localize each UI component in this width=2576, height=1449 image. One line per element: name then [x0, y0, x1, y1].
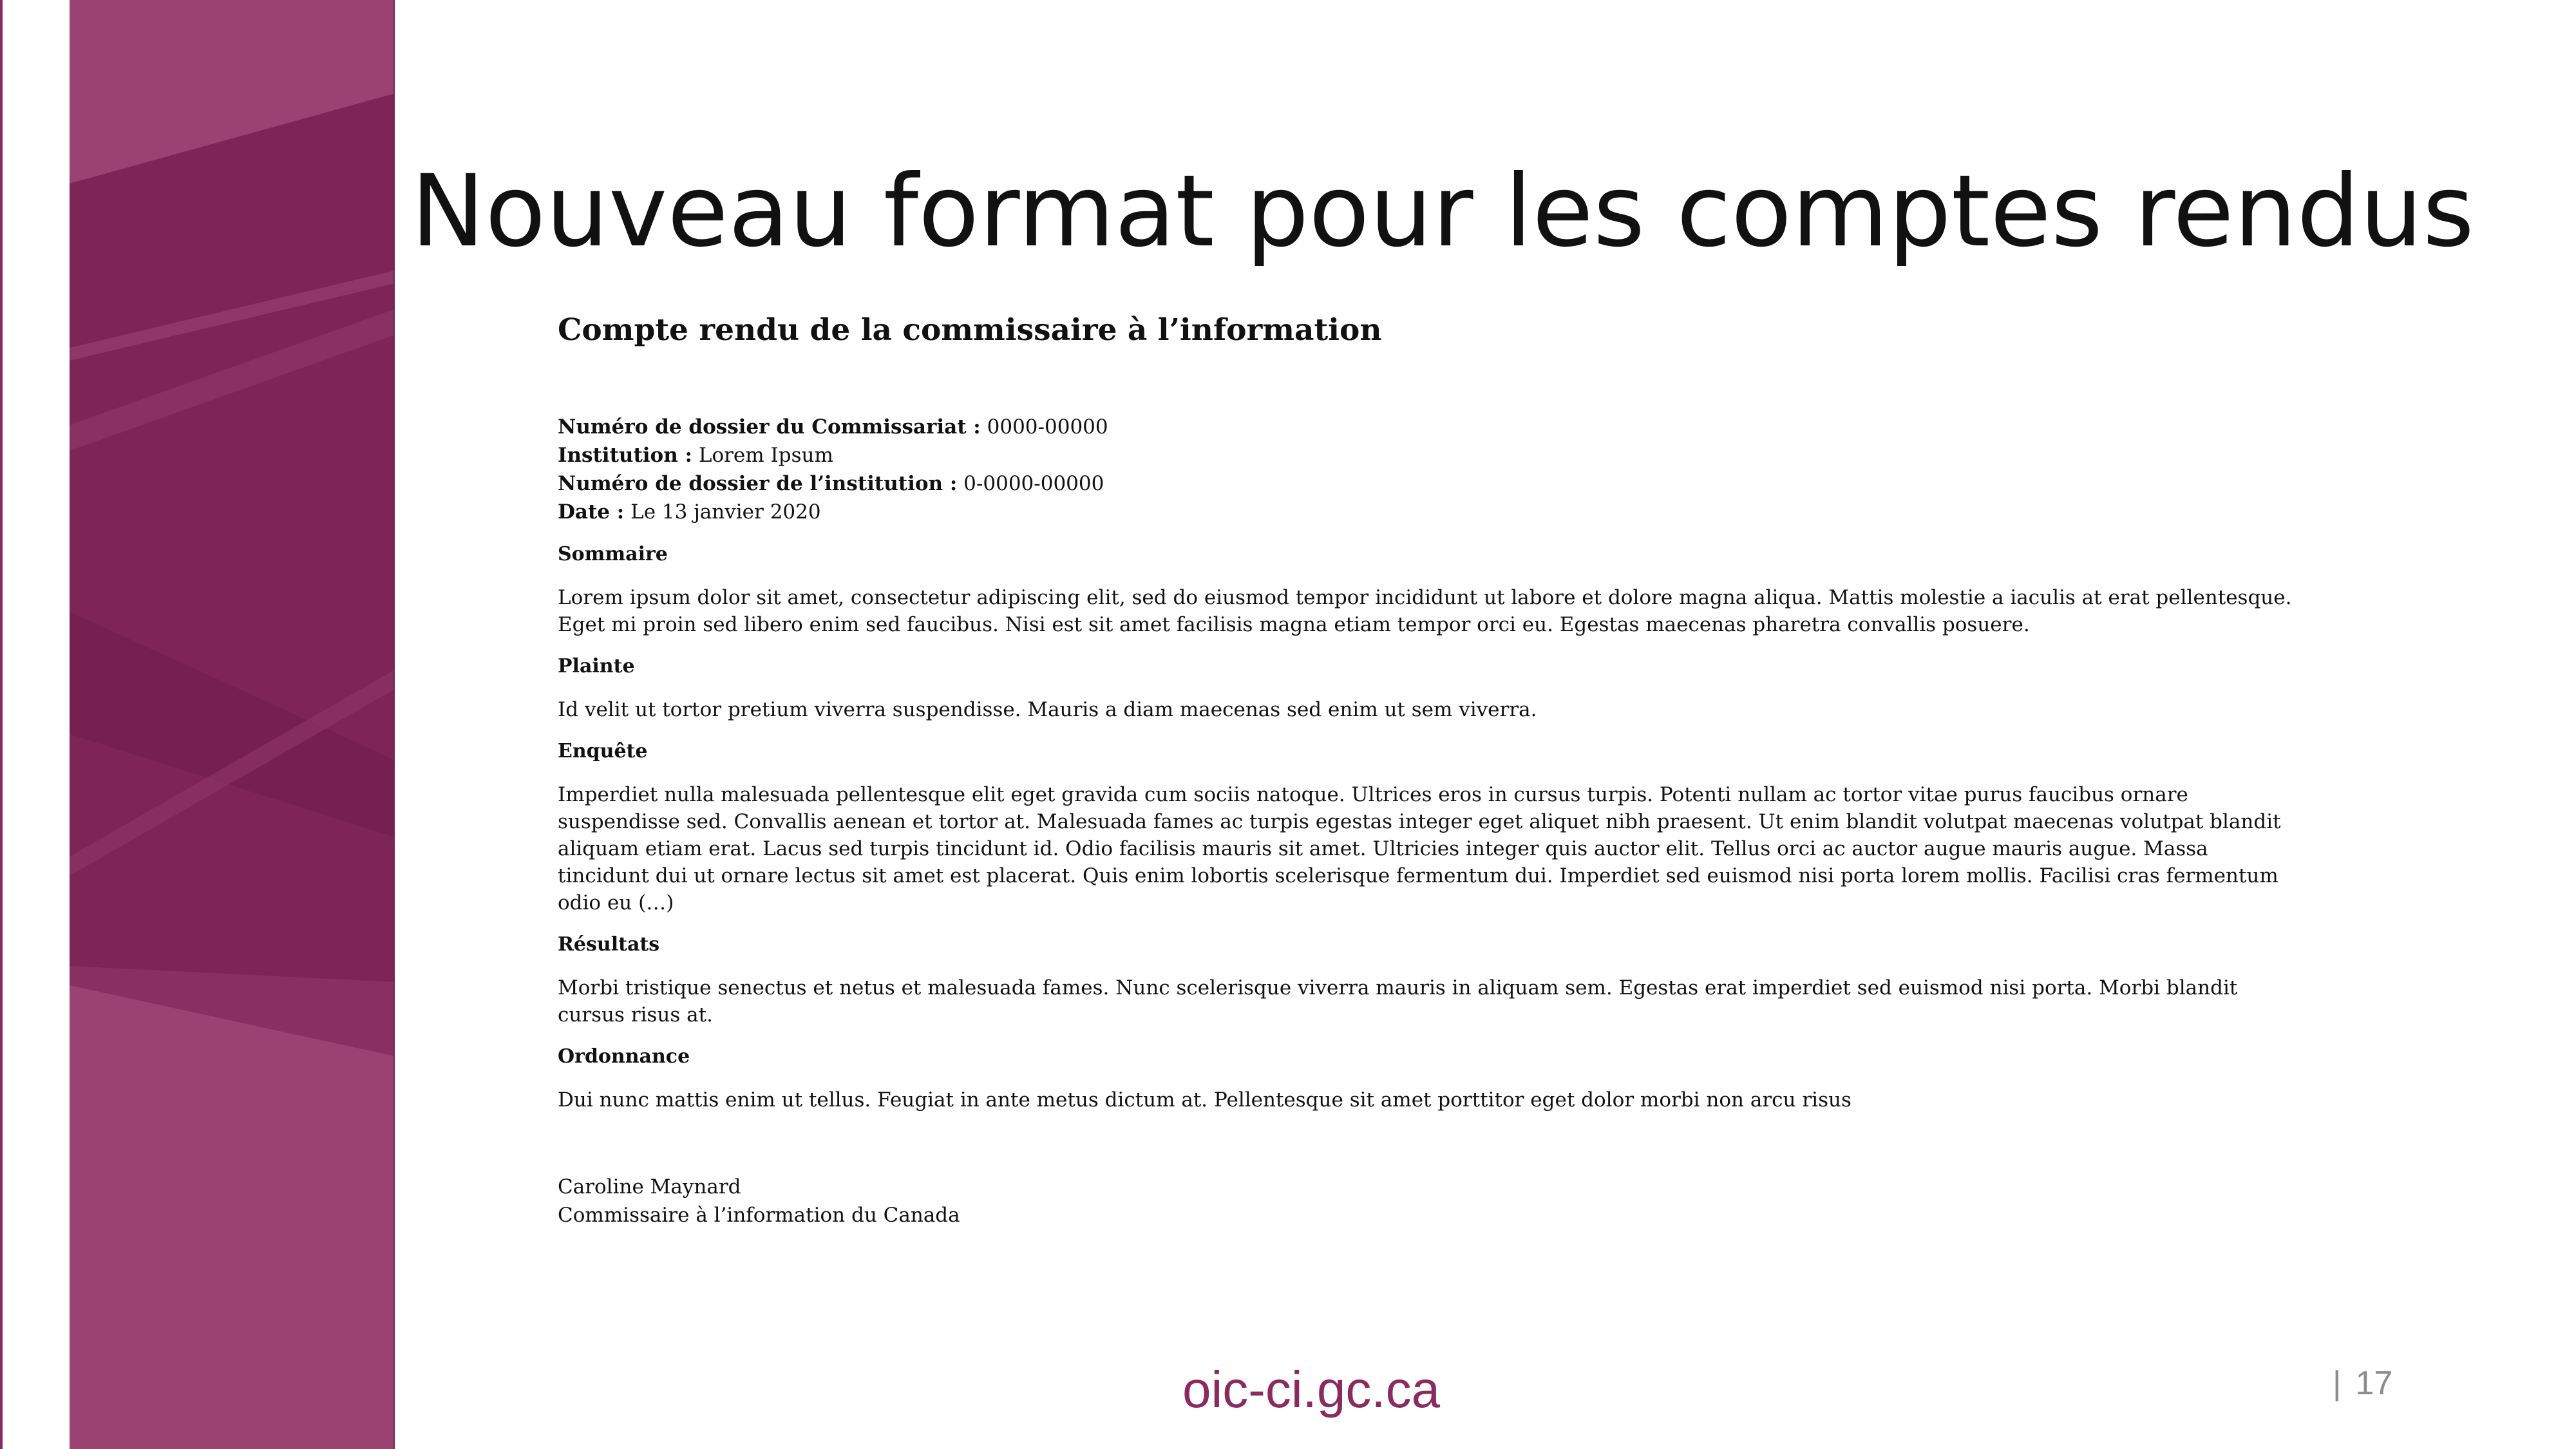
- section-plainte: [558, 654, 2297, 723]
- section-body: Imperdiet nulla malesuada pellentesque elit eget gravida cum sociis natoque. Ultrices eros in cursus turpis. Potenti nullam ac tortor vitae purus faucibus ornare suspendisse sed. Convallis aenean et tortor at. Malesuada fames ac turpis egestas integer eget aliquet nibh praesent. Ut enim blandit volutpat maecenas volutpat blandit aliquam etiam erat. Lacus sed turpis tincidunt id. Odio facilisis mauris sit amet. Ultricies integer quis auctor elit. Tellus orci ac auctor augue mauris augue. Massa tincidunt dui ut ornare lectus sit amet est placerat. Quis enim lobortis scelerisque fermentum dui. Imperdiet sed euismod nisi porta lorem mollis. Facilisi cras fermentum odio eu (…): [558, 783, 2281, 915]
- report-document: [558, 312, 2297, 1229]
- slide-left-border: [0, 0, 3, 1449]
- meta-row-oic-file-number: [558, 413, 2297, 441]
- section-heading: Enquête: [558, 740, 648, 763]
- document-metadata: [558, 413, 2297, 526]
- meta-value: 0000-00000: [987, 415, 1108, 439]
- section-heading: Plainte: [558, 655, 635, 678]
- signatory-title: Commissaire à l’information du Canada: [558, 1204, 960, 1227]
- meta-value: Le 13 janvier 2020: [630, 500, 821, 524]
- page-number-value: 17: [2355, 1365, 2393, 1402]
- section-body: Dui nunc mattis enim ut tellus. Feugiat in ante metus dictum at. Pellentesque sit amet porttitor eget dolor morbi non arcu risus: [558, 1088, 1852, 1112]
- meta-row-institution-file-number: [558, 469, 2297, 498]
- meta-row-date: [558, 498, 2297, 526]
- footer-website-url: oic-ci.gc.ca: [1182, 1361, 1441, 1418]
- decorative-side-band: [70, 0, 395, 1449]
- slide-title: Nouveau format pour les comptes rendus: [411, 154, 2474, 269]
- section-ordonnance: [558, 1044, 2297, 1113]
- meta-label: Numéro de dossier du Commissariat :: [558, 415, 981, 439]
- signatory-name: Caroline Maynard: [558, 1175, 741, 1199]
- section-sommaire: [558, 542, 2297, 638]
- meta-row-institution: [558, 441, 2297, 469]
- section-enquete: [558, 739, 2297, 916]
- page-number: [2333, 1364, 2392, 1403]
- section-heading: Résultats: [558, 933, 660, 956]
- section-body: Lorem ipsum dolor sit amet, consectetur adipiscing elit, sed do eiusmod tempor incididunt ut labore et dolore magna aliqua. Mattis molestie a iaculis at erat pellentesque. Eget mi proin sed libero enim sed faucibus. Nisi est sit amet facilisis magna etiam tempor orci eu. Egestas maecenas pharetra convallis posuere.: [558, 586, 2292, 637]
- document-title: Compte rendu de la commissaire à l’information: [558, 312, 1382, 348]
- meta-value: 0-0000-00000: [963, 472, 1104, 496]
- section-body: Morbi tristique senectus et netus et malesuada fames. Nunc scelerisque viverra mauris in aliquam sem. Egestas erat imperdiet sed euismod nisi porta. Morbi blandit cursus risus at.: [558, 976, 2238, 1027]
- meta-label: Numéro de dossier de l’institution :: [558, 472, 958, 496]
- section-heading: Ordonnance: [558, 1045, 690, 1068]
- section-heading: Sommaire: [558, 543, 668, 566]
- meta-label: Date :: [558, 500, 625, 524]
- section-resultats: [558, 932, 2297, 1028]
- meta-label: Institution :: [558, 444, 692, 468]
- section-body: Id velit ut tortor pretium viverra suspendisse. Mauris a diam maecenas sed enim ut sem viverra.: [558, 698, 1537, 722]
- meta-value: Lorem Ipsum: [698, 444, 833, 468]
- signature-block: [558, 1173, 2297, 1229]
- page-separator: |: [2333, 1365, 2342, 1402]
